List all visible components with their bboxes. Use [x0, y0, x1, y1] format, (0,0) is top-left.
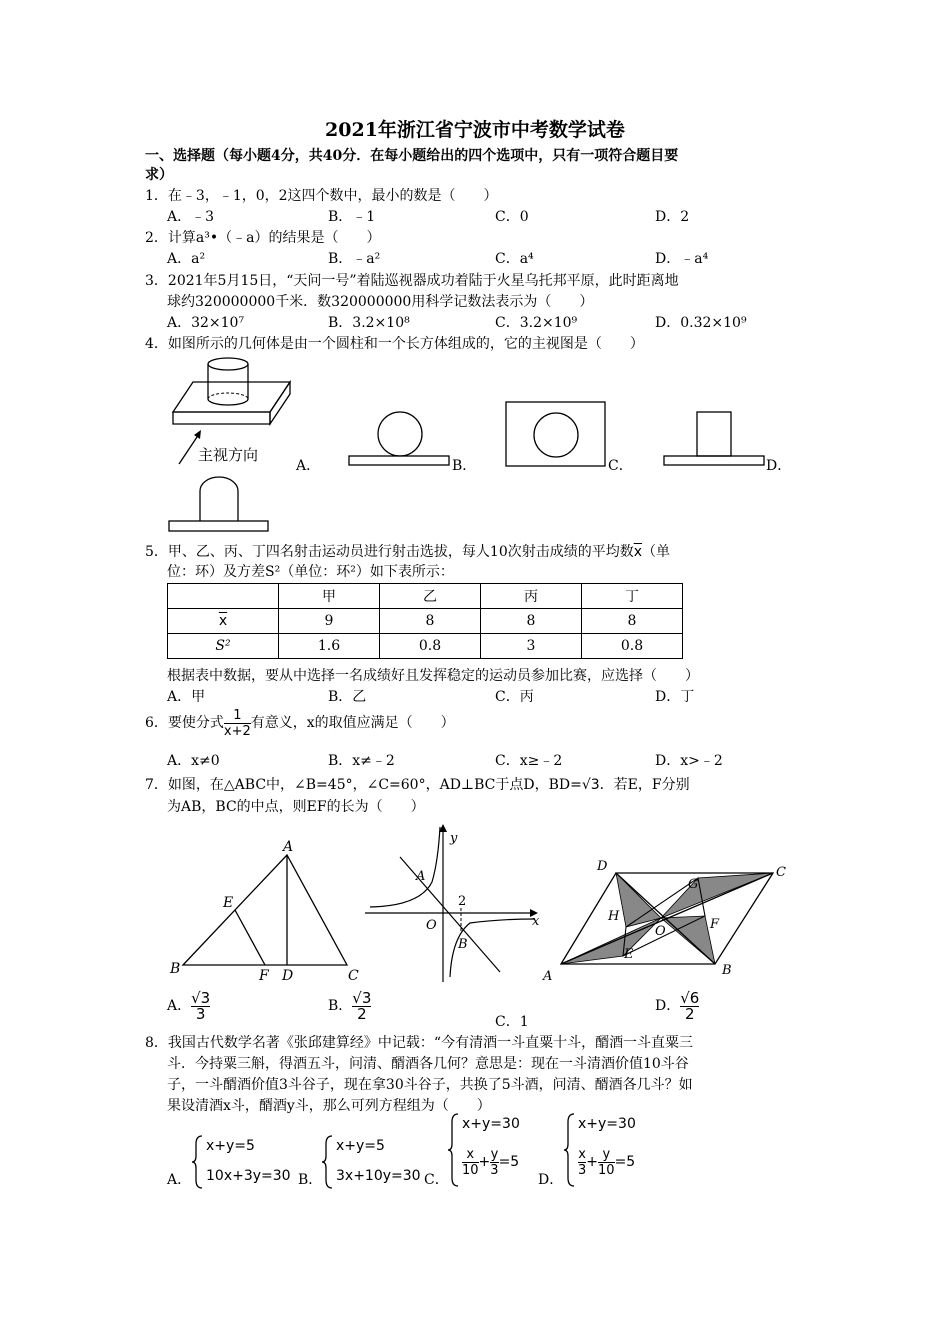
label-C: C — [348, 968, 359, 984]
q8-line4: 果设清酒x斗，醑酒y斗，那么可列方程组为（ ） — [167, 1098, 491, 1114]
q5-option-a[interactable]: A．甲 — [167, 689, 206, 705]
q4-option-d[interactable]: D． — [766, 458, 792, 474]
q8-c-f2n: y — [490, 1146, 499, 1162]
slab-front — [173, 412, 270, 424]
q8-d-eq1: x+y=30 — [578, 1116, 636, 1132]
q7-parallelogram-figure — [540, 852, 795, 987]
q7-a-num: √3 — [191, 988, 211, 1007]
q4-option-b[interactable]: B． — [452, 458, 477, 474]
q5-option-b[interactable]: B．乙 — [328, 689, 367, 705]
q7-b-label: B． — [328, 998, 353, 1014]
q7-a-den: 3 — [195, 1004, 206, 1023]
q5-line1 — [145, 542, 670, 562]
q3-option-b[interactable]: B．3.2×10⁸ — [328, 315, 410, 331]
q6-frac-num: 1 — [224, 708, 251, 724]
q8-c-frac1 — [462, 1147, 479, 1178]
q8-a-eq2: 10x+3y=30 — [206, 1168, 291, 1184]
q1-option-d[interactable]: D．2 — [655, 209, 690, 225]
q8-c-eq1: x+y=30 — [462, 1116, 520, 1132]
q7-triangle-figure — [165, 835, 365, 985]
q5-xbar: $\overline{x}$ — [633, 544, 643, 560]
cylinder-bottom — [208, 399, 248, 405]
q6-option-b[interactable]: B．x≠﹣2 — [328, 753, 395, 769]
para-label-B: B — [722, 963, 732, 978]
q4-view-b[interactable] — [505, 401, 607, 467]
q8-d-frac2 — [598, 1147, 615, 1178]
q8-d-f2n: y — [598, 1147, 615, 1163]
q8-c-eq2 — [462, 1144, 519, 1180]
q4-option-c[interactable]: C． — [608, 458, 633, 474]
q7-b-den: 2 — [357, 1004, 367, 1023]
direction-label: 主视方向 — [198, 446, 259, 464]
q8-d-f1d: 3 — [578, 1162, 587, 1178]
q7-b-fraction — [352, 988, 372, 1023]
table-cell — [168, 584, 279, 609]
q8-option-b-label[interactable]: B． — [298, 1172, 323, 1188]
table-cell: 0.8 — [582, 634, 683, 659]
q8-line1: 8．我国古代数学名著《张邱建算经》中记载：“今有清酒一斗直粟十斗，醑酒一斗直粟三 — [145, 1035, 694, 1051]
q4-view-d[interactable] — [168, 475, 270, 533]
q7-line2: 为AB，BC的中点，则EF的长为（ ） — [167, 799, 425, 815]
point-a-label: A — [416, 869, 426, 884]
table-cell: 9 — [279, 609, 380, 634]
table-cell: 乙 — [380, 584, 481, 609]
label-E: E — [223, 895, 234, 911]
q8-d-eq2 — [578, 1144, 635, 1180]
q8-b-eq1: x+y=5 — [336, 1138, 385, 1154]
q6-post: 有意义，x的取值应满足（ ） — [250, 715, 455, 731]
q6-frac-den: x+2 — [223, 723, 251, 739]
q8-d-rhs: =5 — [614, 1154, 636, 1170]
q5-line1-post: （单 — [642, 544, 671, 560]
exam-title: 2021年浙江省宁波市中考数学试卷 — [325, 119, 625, 141]
q7-d-label: D． — [655, 998, 681, 1014]
brace-icon — [448, 1112, 460, 1188]
q5-line1-pre: 5．甲、乙、丙、丁四名射击运动员进行射击选拔，每人10次射击成绩的平均数 — [145, 544, 634, 560]
table-cell: 丁 — [582, 584, 683, 609]
q7-line1 — [145, 775, 690, 795]
q7-a-label: A． — [167, 998, 192, 1014]
q4-view-a[interactable] — [348, 410, 452, 466]
label-B: B — [170, 961, 181, 977]
q8-c-rhs: =5 — [498, 1154, 520, 1170]
q7-hyperbola-figure — [360, 822, 553, 984]
q1-option-b[interactable]: B．﹣1 — [328, 209, 376, 225]
q8-d-f2d: 10 — [598, 1162, 615, 1178]
point-b-label: B — [458, 937, 468, 952]
view-arrow — [179, 434, 199, 464]
q6-fraction — [224, 708, 251, 739]
q8-d-f1n: x — [578, 1146, 586, 1162]
q8-c-frac2 — [490, 1147, 498, 1178]
q5-after: 根据表中数据，要从中选择一名成绩好且发挥稳定的运动员参加比赛，应选择（ ） — [167, 668, 699, 684]
section-heading-line1: 一、选择题（每小题4分，共40分．在每小题给出的四个选项中，只有一项符合题目要 — [145, 148, 679, 164]
cylinder-top — [208, 358, 248, 370]
q5-line2: 位：环）及方差S²（单位：环²）如下表所示： — [167, 564, 454, 580]
q7-option-d[interactable] — [655, 985, 699, 1027]
origin-label: O — [426, 918, 437, 933]
q3-line1: 3．2021年5月15日，“天问一号”着陆巡视器成功着陆于火星乌托邦平原，此时距离地 — [145, 273, 679, 289]
slab-side — [270, 382, 290, 424]
table-cell: $\overline{x}$ — [168, 609, 279, 634]
q8-a-eq1: x+y=5 — [206, 1138, 255, 1154]
q7-line1-pre: 7．如图，在△ABC中，∠B=45°，∠C=60°，AD⊥BC于点D，BD= — [145, 777, 582, 793]
para-label-A: A — [543, 969, 553, 984]
table-cell: S² — [168, 634, 279, 659]
q6-option-d[interactable]: D．x>﹣2 — [655, 753, 723, 769]
q8-d-plus: + — [586, 1154, 599, 1170]
q2-option-d[interactable]: D．﹣a⁴ — [655, 251, 709, 267]
para-label-F: F — [710, 917, 720, 932]
table-cell: 3 — [481, 634, 582, 659]
q8-c-f1n: x — [462, 1147, 479, 1163]
q8-c-f1d: 10 — [462, 1162, 479, 1178]
table-row — [168, 584, 683, 609]
q2-option-b[interactable]: B．﹣a² — [328, 251, 381, 267]
q7-option-a[interactable] — [167, 985, 210, 1027]
q3-option-a[interactable]: A．32×10⁷ — [167, 315, 245, 331]
table-cell: 1.6 — [279, 634, 380, 659]
table-cell: 8 — [582, 609, 683, 634]
para-label-G: G — [688, 877, 699, 892]
q3-line2: 球约320000000千米．数320000000用科学记数法表示为（ ） — [167, 294, 594, 310]
brace-icon — [192, 1134, 204, 1190]
q7-line1-post: ．若E，F分别 — [599, 777, 690, 793]
q8-option-a-label[interactable]: A． — [167, 1172, 192, 1188]
para-label-H: H — [608, 909, 620, 924]
label-A: A — [283, 839, 294, 855]
para-label-E: E — [624, 947, 634, 962]
label-D: D — [282, 968, 294, 984]
q8-option-d-label[interactable]: D． — [538, 1172, 564, 1188]
q1-option-c[interactable]: C．0 — [495, 209, 529, 225]
q5-option-c[interactable]: C．丙 — [495, 689, 534, 705]
brace-icon — [564, 1112, 576, 1188]
table-cell: 甲 — [279, 584, 380, 609]
table-cell: 0.8 — [380, 634, 481, 659]
q8-c-plus: + — [478, 1154, 491, 1170]
para-label-O: O — [655, 924, 666, 939]
para-label-C: C — [776, 865, 786, 880]
q8-option-c-label[interactable]: C． — [424, 1172, 449, 1188]
q1-stem: 1．在﹣3，﹣1，0，2这四个数中，最小的数是（ ） — [145, 188, 498, 204]
axis-y-label: y — [450, 831, 458, 846]
q7-d-num: √6 — [680, 988, 700, 1007]
table-cell: 丙 — [481, 584, 582, 609]
table-row — [168, 634, 683, 659]
q5-option-d[interactable]: D．丁 — [655, 689, 695, 705]
q7-b-num: √3 — [352, 988, 372, 1007]
q6-pre: 6．要使分式 — [145, 715, 224, 731]
q4-view-c[interactable] — [663, 410, 765, 466]
q4-stem: 4．如图所示的几何体是由一个圆柱和一个长方体组成的，它的主视图是（ ） — [145, 336, 644, 352]
q7-sqrt3: √3 — [581, 777, 600, 793]
q8-line2: 斗．今持粟三斛，得酒五斗，问清、醑酒各几何？意思是：现在一斗清酒价值10斗谷 — [167, 1056, 689, 1072]
score-table — [167, 583, 683, 659]
q7-a-fraction — [191, 988, 211, 1023]
q7-d-den: 2 — [685, 1004, 695, 1023]
q7-option-b[interactable] — [328, 985, 371, 1027]
q8-c-f2d: 3 — [490, 1162, 499, 1178]
brace-icon — [322, 1134, 334, 1190]
q1-option-a[interactable]: A．﹣3 — [167, 209, 215, 225]
q8-b-eq2: 3x+10y=30 — [336, 1168, 421, 1184]
section-heading-line2: 求） — [145, 167, 173, 183]
table-row — [168, 609, 683, 634]
q3-option-c[interactable]: C．3.2×10⁹ — [495, 315, 578, 331]
q7-d-fraction — [680, 988, 700, 1023]
q6-stem — [145, 706, 455, 740]
q6-option-a[interactable]: A．x≠0 — [167, 753, 220, 769]
q6-option-c[interactable]: C．x≥﹣2 — [495, 753, 563, 769]
table-cell: 8 — [380, 609, 481, 634]
q2-option-a[interactable]: A．a² — [167, 251, 206, 267]
para-label-D: D — [597, 859, 608, 874]
q2-option-c[interactable]: C．a⁴ — [495, 251, 534, 267]
q2-stem: 2．计算a³•（﹣a）的结果是（ ） — [145, 230, 381, 246]
q8-line3: 子，一斗醑酒价值3斗谷子，现在拿30斗谷子，共换了5斗酒，问清、醑酒各几斗？如 — [167, 1077, 693, 1093]
q7-option-c[interactable]: C．1 — [495, 1014, 529, 1030]
q4-option-a[interactable]: A． — [296, 458, 321, 474]
q3-option-d[interactable]: D．0.32×10⁹ — [655, 315, 747, 331]
tick-2-label: 2 — [458, 894, 467, 909]
table-cell: 8 — [481, 609, 582, 634]
axis-x-label: x — [532, 914, 540, 929]
label-F: F — [259, 968, 269, 984]
